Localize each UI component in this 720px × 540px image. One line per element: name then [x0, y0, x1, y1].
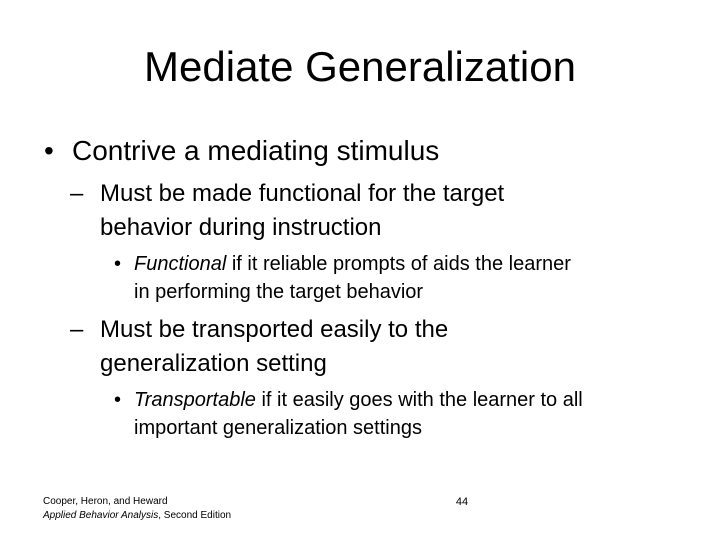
term-transportable: Transportable — [134, 389, 256, 411]
subbullet-line-2: generalization setting — [100, 350, 327, 377]
subbullet-line-2: behavior during instruction — [100, 214, 382, 241]
bullet-marker-small: • — [114, 253, 122, 275]
dash-marker: – — [70, 316, 84, 343]
detail-functional-definition — [114, 250, 571, 306]
detail-line-2: important generalization settings — [134, 417, 422, 439]
subbullet-line-1: Must be made functional for the target — [100, 180, 505, 207]
detail-line-2: in performing the target behavior — [134, 281, 424, 303]
bullet-text: Contrive a mediating stimulus — [72, 135, 440, 166]
slide-title: Mediate Generalization — [144, 43, 576, 90]
subbullet-transport-requirement — [70, 313, 448, 381]
detail-line-1: if it reliable prompts of aids the learner — [226, 253, 571, 275]
subbullet-text — [100, 313, 448, 381]
subbullet-text — [100, 177, 504, 245]
subbullet-line-1: Must be transported easily to the — [100, 316, 449, 343]
detail-text — [134, 386, 583, 442]
citation-footer — [43, 495, 231, 523]
bullet-contrive-mediating-stimulus — [44, 134, 439, 168]
detail-transportable-definition — [114, 386, 583, 442]
subbullet-functional-requirement — [70, 177, 504, 245]
citation-edition: , Second Edition — [158, 510, 232, 521]
bullet-marker-small: • — [114, 389, 122, 411]
term-functional: Functional — [134, 253, 227, 275]
citation-book-title: Applied Behavior Analysis — [43, 510, 159, 521]
detail-text — [134, 250, 571, 306]
detail-line-1: if it easily goes with the learner to all — [255, 389, 583, 411]
citation-authors: Cooper, Heron, and Heward — [43, 496, 168, 507]
dash-marker: – — [70, 180, 84, 207]
page-number: 44 — [455, 496, 469, 508]
bullet-marker: • — [44, 135, 54, 166]
